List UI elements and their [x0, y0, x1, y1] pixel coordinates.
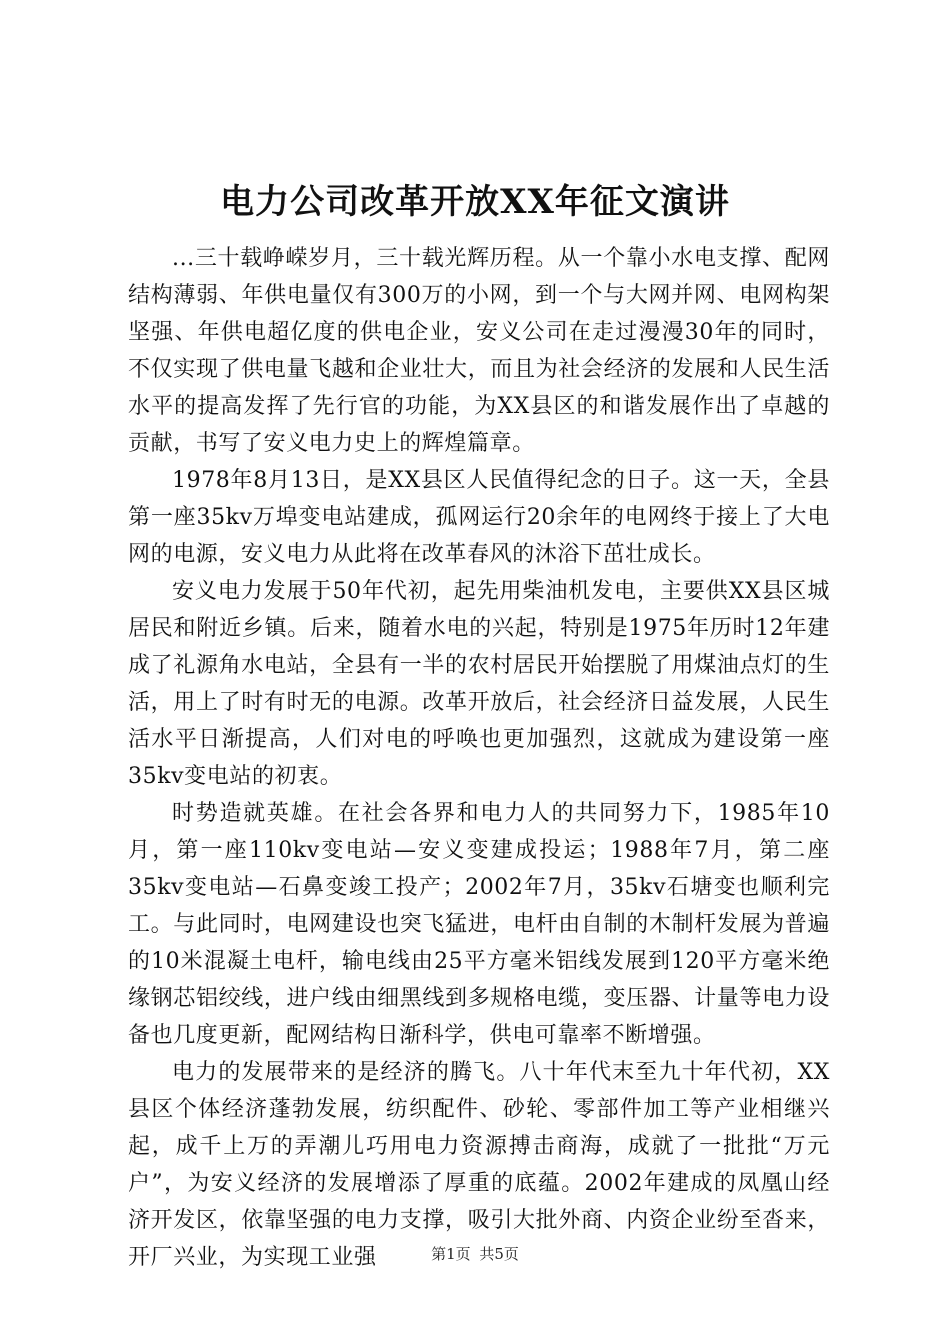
page-footer	[0, 1244, 950, 1264]
paragraph: 电力的发展带来的是经济的腾飞。八十年代末至九十年代初，XX县区个体经济蓬勃发展，纺织配件、砂轮、零部件加工等产业相继兴起，成千上万的弄潮儿巧用电力资源搏击商海，成就了一批批“万元户”，为安义经济的发展增添了厚重的底蕴。2002年建成的凤凰山经济开发区，依靠坚强的电力支撑，吸引大批外商、内资企业纷至沓来，开厂兴业，为实现工业强	[128, 1060, 830, 1270]
paragraph: 1978年8月13日，是XX县区人民值得纪念的日子。这一天，全县第一座35kv万埠变电站建成，孤网运行20余年的电网终于接上了大电网的电源，安义电力从此将在改革春风的沐浴下茁壮成长。	[128, 468, 830, 567]
paragraph: 安义电力发展于50年代初，起先用柴油机发电，主要供XX县区城居民和附近乡镇。后来，随着水电的兴起，特别是1975年历时12年建成了礼源角水电站，全县有一半的农村居民开始摆脱了用煤油点灯的生活，用上了时有时无的电源。改革开放后，社会经济日益发展，人民生活水平日渐提高，人们对电的呼唤也更加强烈，这就成为建设第一座35kv变电站的初衷。	[128, 579, 830, 789]
document-body	[128, 240, 830, 1276]
page-number: 第1页	[431, 1245, 471, 1263]
page-count: 共5页	[479, 1245, 519, 1263]
paragraph: 时势造就英雄。在社会各界和电力人的共同努力下，1985年10月，第一座110kv变电站—安义变建成投运；1988年7月，第二座35kv变电站—石鼻变竣工投产；2002年7月，35kv石塘变也顺利完工。与此同时，电网建设也突飞猛进，电杆由自制的木制杆发展为普遍的10米混凝土电杆，输电线由25平方毫米铝线发展到120平方毫米绝缘钢芯铝绞线，进户线由细黑线到多规格电缆，变压器、计量等电力设备也几度更新，配网结构日渐科学，供电可靠率不断增强。	[128, 801, 830, 1048]
paragraph: ...三十载峥嵘岁月，三十载光辉历程。从一个靠小水电支撑、配网结构薄弱、年供电量仅有300万的小网，到一个与大网并网、电网构架坚强、年供电超亿度的供电企业，安义公司在走过漫漫30年的同时，不仅实现了供电量飞越和企业壮大，而且为社会经济的发展和人民生活水平的提高发挥了先行官的功能，为XX县区的和谐发展作出了卓越的贡献，书写了安义电力史上的辉煌篇章。	[128, 246, 830, 456]
document-title: 电力公司改革开放XX年征文演讲	[220, 182, 730, 222]
